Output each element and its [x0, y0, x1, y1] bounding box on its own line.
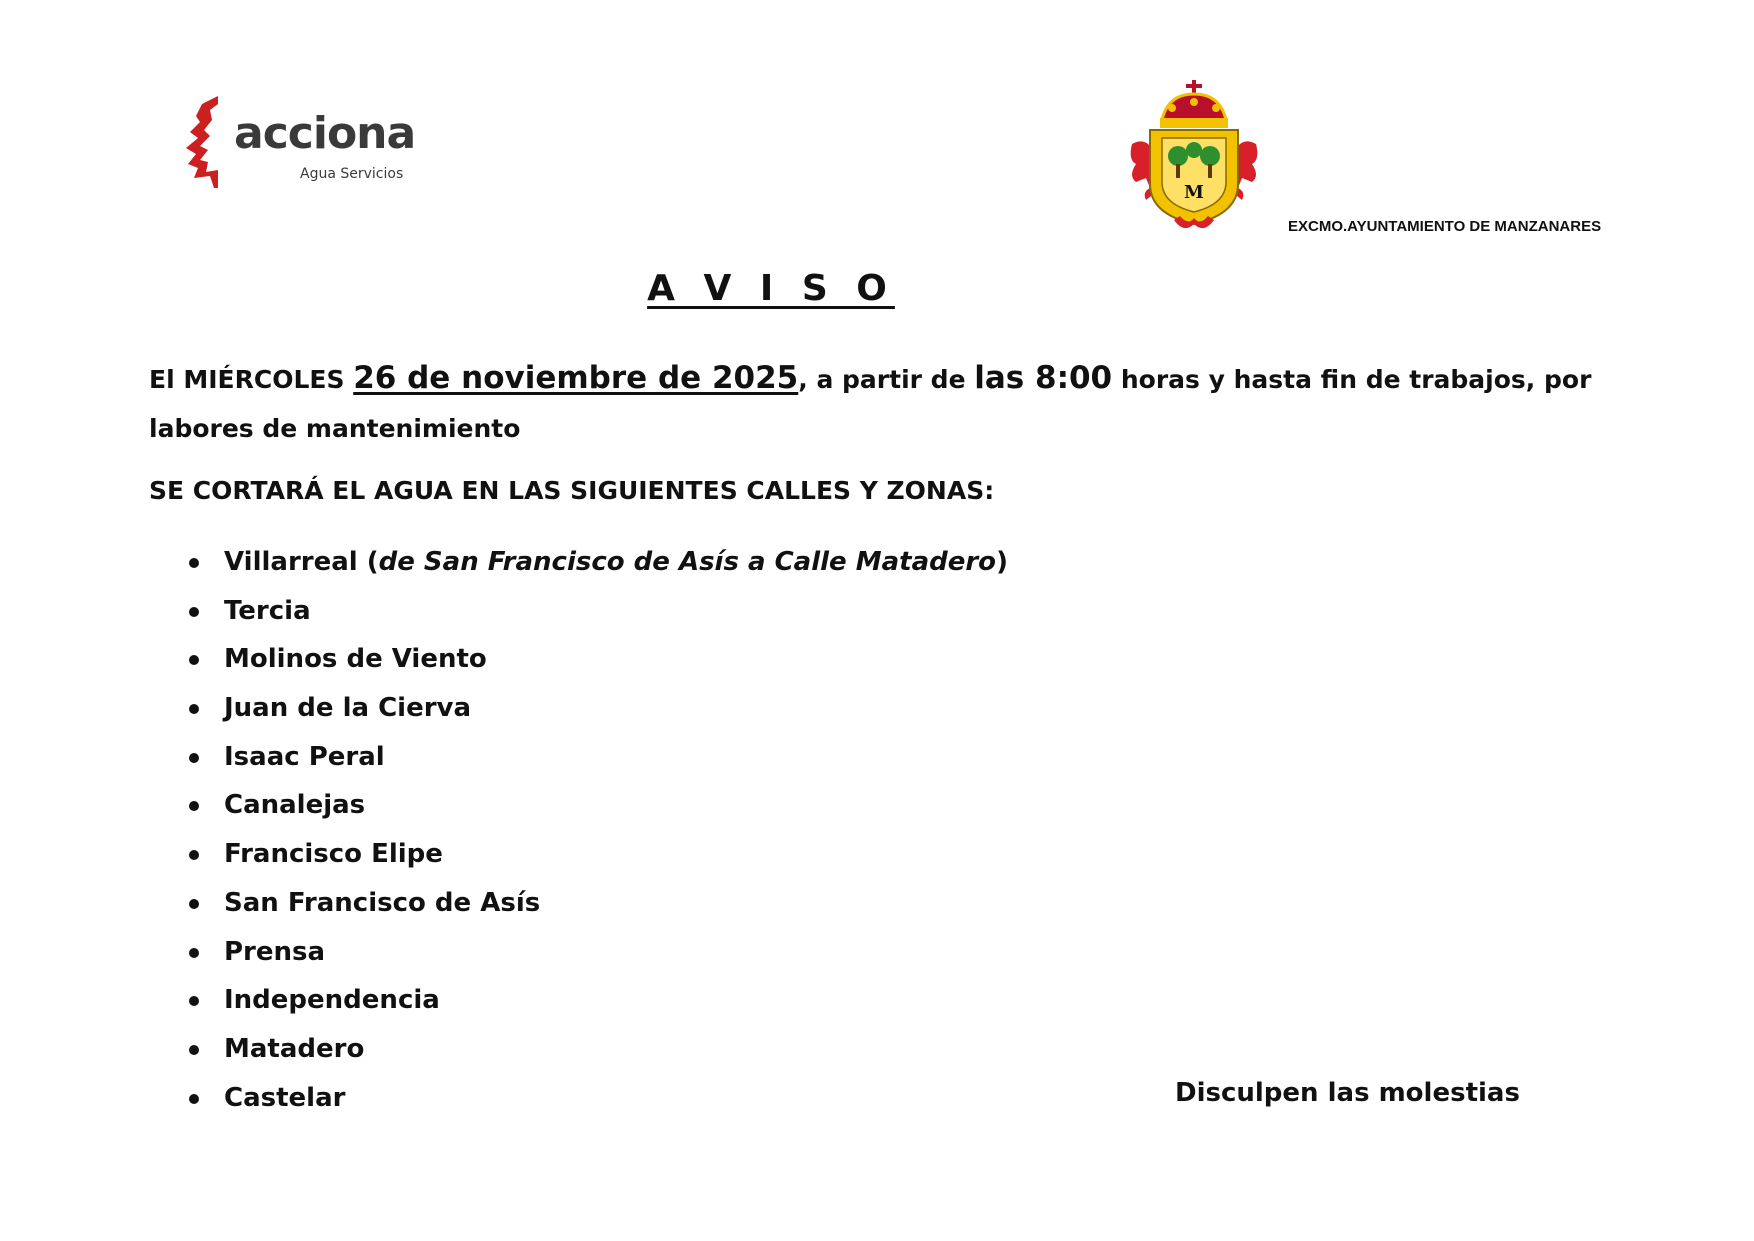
subheading: SE CORTARÁ EL AGUA EN LAS SIGUIENTES CALLES Y ZONAS:	[149, 476, 995, 505]
street-detail: de San Francisco de Asís a Calle Matadero	[378, 547, 997, 577]
street-name: Isaac Peral	[224, 741, 385, 772]
acciona-leaf-icon	[184, 92, 240, 192]
acciona-logo	[184, 92, 424, 192]
intro-date: 26 de noviembre de 2025	[353, 360, 799, 396]
bullet-icon	[189, 607, 199, 617]
bullet-icon	[189, 753, 199, 763]
list-item	[149, 1074, 1008, 1123]
acciona-wordmark: acciona	[234, 108, 416, 159]
list-item	[149, 1025, 1008, 1074]
street-name: Prensa	[224, 936, 326, 967]
list-item	[149, 879, 1008, 928]
list-item	[149, 781, 1008, 830]
list-item	[149, 976, 1008, 1025]
list-item	[149, 733, 1008, 782]
bullet-icon	[189, 704, 199, 714]
street-name: Francisco Elipe	[224, 839, 443, 870]
bullet-icon	[189, 801, 199, 811]
list-item	[149, 587, 1008, 636]
manzanares-coat-of-arms	[1128, 80, 1260, 234]
street-list	[149, 538, 1008, 1122]
svg-text:M: M	[1184, 182, 1204, 203]
street-name: Independencia	[224, 985, 440, 1016]
acciona-subtitle: Agua Servicios	[300, 166, 404, 182]
street-name: Castelar	[224, 1082, 346, 1113]
street-name: Villarreal (	[224, 547, 379, 577]
intro-paragraph	[149, 354, 1629, 453]
street-name: Matadero	[224, 1033, 365, 1064]
bullet-icon	[189, 1045, 199, 1055]
bullet-icon	[189, 655, 199, 665]
street-name: Canalejas	[224, 790, 366, 821]
street-name: Tercia	[224, 595, 311, 626]
bullet-icon	[189, 558, 199, 568]
street-name: Juan de la Cierva	[224, 693, 472, 724]
council-name: EXCMO.AYUNTAMIENTO DE MANZANARES	[1288, 218, 1602, 235]
street-name: San Francisco de Asís	[224, 887, 541, 918]
list-item	[149, 830, 1008, 879]
intro-mid: , a partir de	[798, 365, 975, 394]
closing-remark: Disculpen las molestias	[1175, 1078, 1520, 1108]
street-name: Molinos de Viento	[224, 644, 487, 675]
bullet-icon	[189, 996, 199, 1006]
street-suffix: )	[996, 547, 1008, 577]
intro-prefix: El MIÉRCOLES	[149, 365, 354, 394]
bullet-icon	[189, 948, 199, 958]
list-item	[149, 635, 1008, 684]
bullet-icon	[189, 1094, 199, 1104]
bullet-icon	[189, 899, 199, 909]
intro-time: las 8:00	[974, 360, 1113, 396]
list-item	[149, 538, 1008, 587]
notice-body	[149, 354, 1629, 511]
bullet-icon	[189, 850, 199, 860]
list-item	[149, 684, 1008, 733]
list-item	[149, 928, 1008, 977]
notice-title: A V I S O	[647, 268, 895, 309]
intro-suffix: horas y hasta fin de trabajos, por labores de mantenimiento	[149, 365, 1592, 443]
